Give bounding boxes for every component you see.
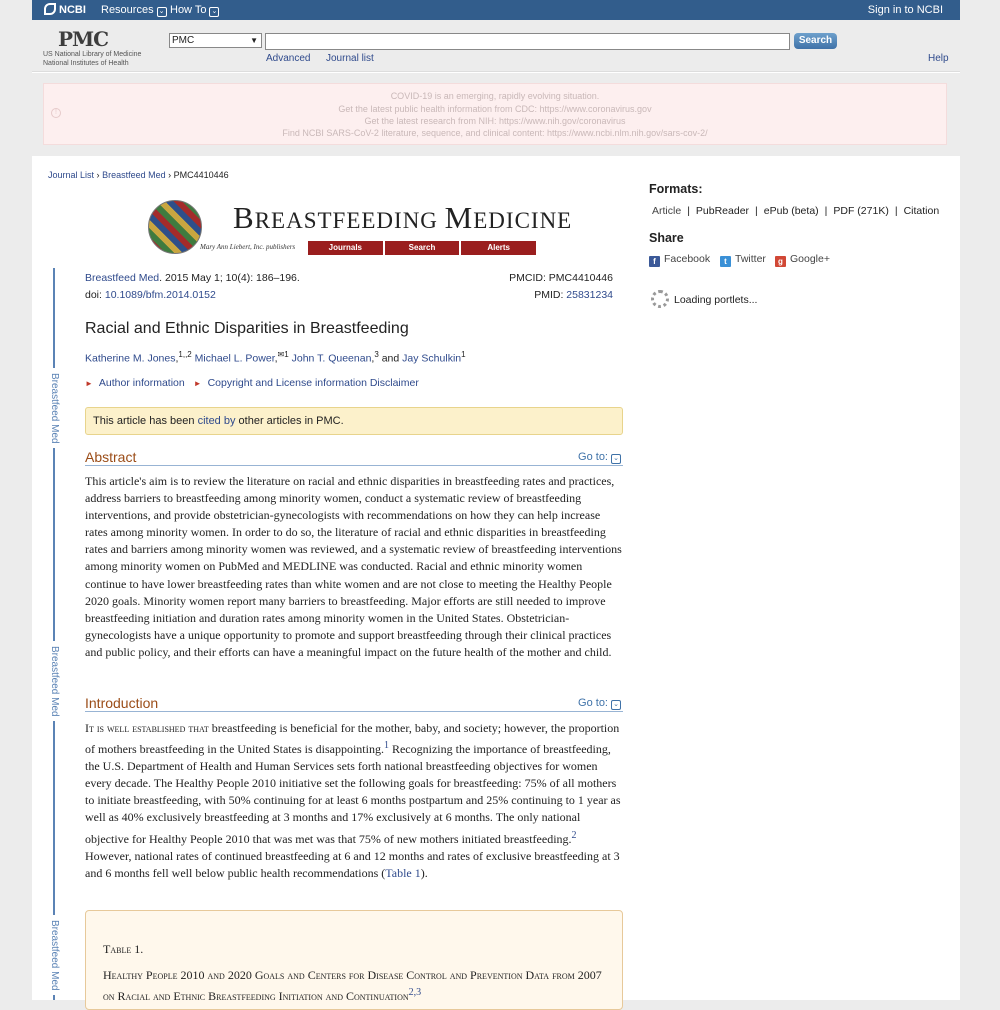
loading-portlets bbox=[651, 290, 757, 308]
doi-row bbox=[85, 289, 613, 301]
disclaimer-link[interactable]: Disclaimer bbox=[369, 377, 419, 389]
ref-link[interactable]: 2 bbox=[571, 829, 577, 841]
share-twitter[interactable] bbox=[720, 253, 766, 267]
ncbi-logo-text: NCBI bbox=[59, 4, 86, 16]
side-tab-journal[interactable]: Breastfeed Med bbox=[40, 915, 68, 995]
banner-line-2 bbox=[44, 104, 946, 114]
author-link[interactable]: Jay Schulkin bbox=[402, 352, 462, 365]
chevron-down-icon: ⌄ bbox=[157, 7, 167, 17]
author-list: Katherine M. Jones,$^{1,,2}$ Michael L. Power,$^{✉1}$ John T. Queenan,$^3$ and Jay Schulkin$^1$ bbox=[85, 350, 466, 365]
journal-title-rest1: REASTFEEDING bbox=[254, 208, 445, 233]
banner-line-4 bbox=[44, 128, 946, 138]
journal-title-rest2: EDICINE bbox=[473, 208, 573, 233]
cited-pre: This article has been bbox=[93, 415, 198, 427]
menu-resources-label: Resources bbox=[101, 4, 154, 16]
publisher-name: Mary Ann Liebert, Inc. publishers bbox=[200, 243, 296, 251]
ncbi-logo[interactable] bbox=[44, 3, 86, 16]
journal-nav bbox=[308, 241, 536, 255]
doi-label: doi: bbox=[85, 289, 105, 301]
abstract-heading bbox=[85, 449, 623, 466]
journal-abbrev-link[interactable]: Breastfeed Med bbox=[85, 272, 160, 284]
abstract-heading-text: Abstract bbox=[85, 449, 137, 465]
sars-cov-2-link[interactable]: https://www.ncbi.nlm.nih.gov/sars-cov-2/ bbox=[547, 128, 708, 138]
banner-line-1: COVID-19 is an emerging, rapidly evolving situation. bbox=[390, 91, 600, 101]
nih-link[interactable]: https://www.nih.gov/coronavirus bbox=[499, 116, 626, 126]
pmcid: PMCID: PMC4410446 bbox=[509, 272, 613, 284]
breadcrumb bbox=[48, 170, 229, 180]
ref-link[interactable]: 2,3 bbox=[408, 987, 422, 998]
twitter-icon: t bbox=[720, 256, 731, 267]
doi-link[interactable]: 10.1089/bfm.2014.0152 bbox=[104, 289, 216, 301]
help-link[interactable]: Help bbox=[928, 53, 949, 64]
nlm-line: US National Library of Medicine bbox=[43, 51, 142, 58]
site-header bbox=[32, 20, 960, 72]
pmid-link[interactable]: 25831234 bbox=[566, 289, 613, 301]
side-tab-journal[interactable]: Breastfeed Med bbox=[40, 368, 68, 448]
banner-line-3 bbox=[44, 116, 946, 126]
introduction-heading-text: Introduction bbox=[85, 695, 159, 711]
menu-resources[interactable] bbox=[101, 4, 167, 17]
chevron-down-icon: ⌄ bbox=[611, 454, 621, 464]
breadcrumb-journal-list[interactable]: Journal List bbox=[48, 170, 95, 180]
breadcrumb-sep-icon: › bbox=[96, 170, 100, 180]
goto-menu[interactable] bbox=[578, 451, 621, 464]
side-tab-journal[interactable]: Breastfeed Med bbox=[40, 641, 68, 721]
nih-line: National Institutes of Health bbox=[43, 60, 129, 67]
cited-by-notice bbox=[85, 407, 623, 435]
divider: | bbox=[894, 205, 898, 217]
table-1-box[interactable] bbox=[85, 910, 623, 1010]
pmid bbox=[534, 289, 613, 301]
chevron-down-icon: ⌄ bbox=[209, 7, 219, 17]
sign-in-link[interactable]: Sign in to NCBI bbox=[867, 4, 943, 16]
menu-howto-label: How To bbox=[170, 4, 207, 16]
formats-list bbox=[652, 205, 939, 217]
database-select[interactable] bbox=[169, 33, 262, 48]
info-icon: ! bbox=[51, 108, 61, 118]
format-pdf[interactable]: PDF (271K) bbox=[833, 205, 889, 217]
share-googleplus-label: Google+ bbox=[790, 253, 830, 265]
format-pubreader[interactable]: PubReader bbox=[695, 205, 750, 217]
ref-link[interactable]: 1 bbox=[383, 740, 389, 752]
chevron-down-icon: ⌄ bbox=[611, 700, 621, 710]
table-1-label: Table 1. bbox=[103, 942, 144, 956]
intro-p2: Recognizing the importance of breastfeeding, the U.S. Department of Health and Human Services sets forth national breastfeeding objectives for women every decade. The Healthy People 2010 initiative set the following goals for breastfeeding: 75% of all mothers to initiate breastfeeding, with 50% continuing for at least 6 months postpartum and 25% continuing to 1 year as well as 40% exclusively breastfeeding at 3 months and 17% exclusively at 6 months. The only national objective for Healthy People 2010 that was met was that 75% of new mothers initiated breastfeeding. bbox=[85, 742, 621, 846]
cited-by-link[interactable]: cited by bbox=[197, 415, 236, 427]
pmid-label: PMID: bbox=[534, 289, 567, 301]
journal-title-m: M bbox=[444, 200, 474, 235]
citation-text: . 2015 May 1; 10(4): 186–196. bbox=[159, 272, 300, 284]
article-info-links bbox=[85, 377, 419, 389]
author-affil bbox=[278, 350, 289, 359]
intro-p4: ). bbox=[420, 865, 428, 880]
goto-label: Go to: bbox=[578, 697, 608, 709]
page bbox=[32, 0, 960, 1003]
author-link[interactable]: John T. Queenan bbox=[291, 352, 372, 365]
cited-post: other articles in PMC. bbox=[235, 415, 344, 427]
expand-triangle-icon: ► bbox=[193, 379, 202, 388]
journal-title[interactable] bbox=[233, 200, 572, 236]
spinner-icon bbox=[651, 290, 669, 308]
banner-wrap bbox=[32, 73, 960, 156]
email-icon[interactable]: ✉ bbox=[277, 350, 285, 359]
ncbi-top-bar bbox=[32, 0, 960, 20]
menu-howto[interactable] bbox=[170, 4, 219, 17]
divider: | bbox=[687, 205, 690, 217]
author-affil: 1 bbox=[461, 350, 466, 359]
banner-line-4-text: Find NCBI SARS-CoV-2 literature, sequence, and clinical content: bbox=[282, 128, 548, 138]
banner-line-3-text: Get the latest research from NIH: bbox=[364, 116, 499, 126]
author-link[interactable]: Michael L. Power bbox=[194, 352, 275, 365]
and-word: and bbox=[381, 352, 400, 365]
intro-lead: It is well established that bbox=[85, 721, 209, 735]
search-button[interactable]: Search bbox=[794, 33, 837, 49]
expand-triangle-icon: ► bbox=[85, 379, 93, 388]
share-heading: Share bbox=[649, 231, 684, 245]
article-title: Racial and Ethnic Disparities in Breastfeeding bbox=[85, 320, 409, 337]
journal-title-b: B bbox=[233, 200, 255, 235]
author-affil: 3 bbox=[374, 350, 379, 359]
share-facebook-label: Facebook bbox=[664, 253, 711, 265]
chevron-down-icon: ▼ bbox=[250, 36, 258, 45]
intro-p3: However, national rates of continued breastfeeding at 6 and 12 months and rates of exclusive breastfeeding at 3 and 6 months fell well below public health recommendations ( bbox=[85, 848, 620, 880]
journal-globe-logo bbox=[148, 200, 202, 254]
divider: | bbox=[824, 205, 828, 217]
journal-banner bbox=[148, 198, 573, 258]
share-facebook[interactable] bbox=[649, 253, 710, 267]
journal-nav-alerts[interactable]: Alerts bbox=[461, 241, 536, 255]
author-affil: 1,,2 bbox=[178, 350, 192, 359]
journal-list-link[interactable]: Journal list bbox=[326, 53, 374, 64]
author-affil-num: 1 bbox=[284, 350, 289, 359]
introduction-heading bbox=[85, 695, 623, 712]
introduction-text bbox=[85, 720, 625, 882]
format-epub[interactable]: ePub (beta) bbox=[763, 205, 819, 217]
share-twitter-label: Twitter bbox=[735, 253, 766, 265]
table-1-caption bbox=[103, 967, 603, 1005]
divider: | bbox=[755, 205, 758, 217]
goto-menu[interactable] bbox=[578, 697, 621, 710]
breadcrumb-current: PMC4410446 bbox=[173, 170, 229, 180]
database-select-value: PMC bbox=[172, 35, 195, 46]
search-input[interactable] bbox=[265, 33, 790, 50]
loading-text: Loading portlets... bbox=[674, 294, 758, 306]
copyright-toggle[interactable]: Copyright and License information bbox=[207, 377, 367, 389]
journal-nav-search[interactable]: Search bbox=[385, 241, 460, 255]
share-googleplus[interactable] bbox=[775, 253, 830, 267]
author-link[interactable]: Katherine M. Jones bbox=[85, 352, 176, 365]
intro-p1: breastfeeding is beneficial for the mother, baby, and society; however, the proportion of mothers breastfeeding in the United States is disappointing. bbox=[85, 721, 620, 757]
google-plus-icon: g bbox=[775, 256, 786, 267]
abstract-text: This article's aim is to review the literature on racial and ethnic disparities in breastfeeding rates and practices, address barriers to breastfeeding among minority women, conduct a systematic review of breastfeeding interventions, and provide obstetrician-gynecologists with recommendations on how they can help increase rates among minority women. In order to do so, the literature of racial and ethnic disparities in breastfeeding rates and barriers among minority women was reviewed, and a systematic review of breastfeeding interventions among minority women on PubMed and MEDLINE was conducted. Racial and ethnic minority women continue to have lower breastfeeding rates than white women and are not close to meeting the Healthy People 2020 goals. Minority women report many barriers to breastfeeding. Major efforts are still needed to improve breastfeeding initiation and duration rates among minority women in the United States. Obstetrician-gynecologists have a unique opportunity to promote and support breastfeeding through their clinical practices and public policy, and their efforts can have a meaningful impact on the future health of the mother and child. bbox=[85, 474, 622, 659]
covid-banner bbox=[43, 83, 947, 145]
banner-line-2-text: Get the latest public health information from CDC: bbox=[338, 104, 540, 114]
ncbi-helix-icon bbox=[44, 3, 56, 15]
cdc-link[interactable]: https://www.coronavirus.gov bbox=[539, 104, 652, 114]
table-1-link[interactable]: Table 1 bbox=[385, 865, 421, 880]
goto-label: Go to: bbox=[578, 451, 608, 463]
format-citation[interactable]: Citation bbox=[903, 205, 940, 217]
format-article: Article bbox=[652, 205, 682, 217]
breadcrumb-sep-icon: › bbox=[168, 170, 172, 180]
formats-heading: Formats: bbox=[649, 182, 703, 196]
breadcrumb-journal[interactable]: Breastfeed Med bbox=[102, 170, 166, 180]
citation-row bbox=[85, 272, 613, 284]
table-1-caption-text: Healthy People 2010 and 2020 Goals and Centers for Disease Control and Prevention Data from 2007 on Racial and Ethnic Breastfeeding Initiation and Continuation bbox=[103, 968, 602, 1003]
pmc-logo[interactable]: PMC bbox=[58, 27, 109, 51]
advanced-link[interactable]: Advanced bbox=[266, 53, 311, 64]
author-information-toggle[interactable]: Author information bbox=[98, 377, 185, 389]
journal-nav-journals[interactable]: Journals bbox=[308, 241, 383, 255]
facebook-icon: f bbox=[649, 256, 660, 267]
right-gutter bbox=[960, 0, 1000, 1000]
